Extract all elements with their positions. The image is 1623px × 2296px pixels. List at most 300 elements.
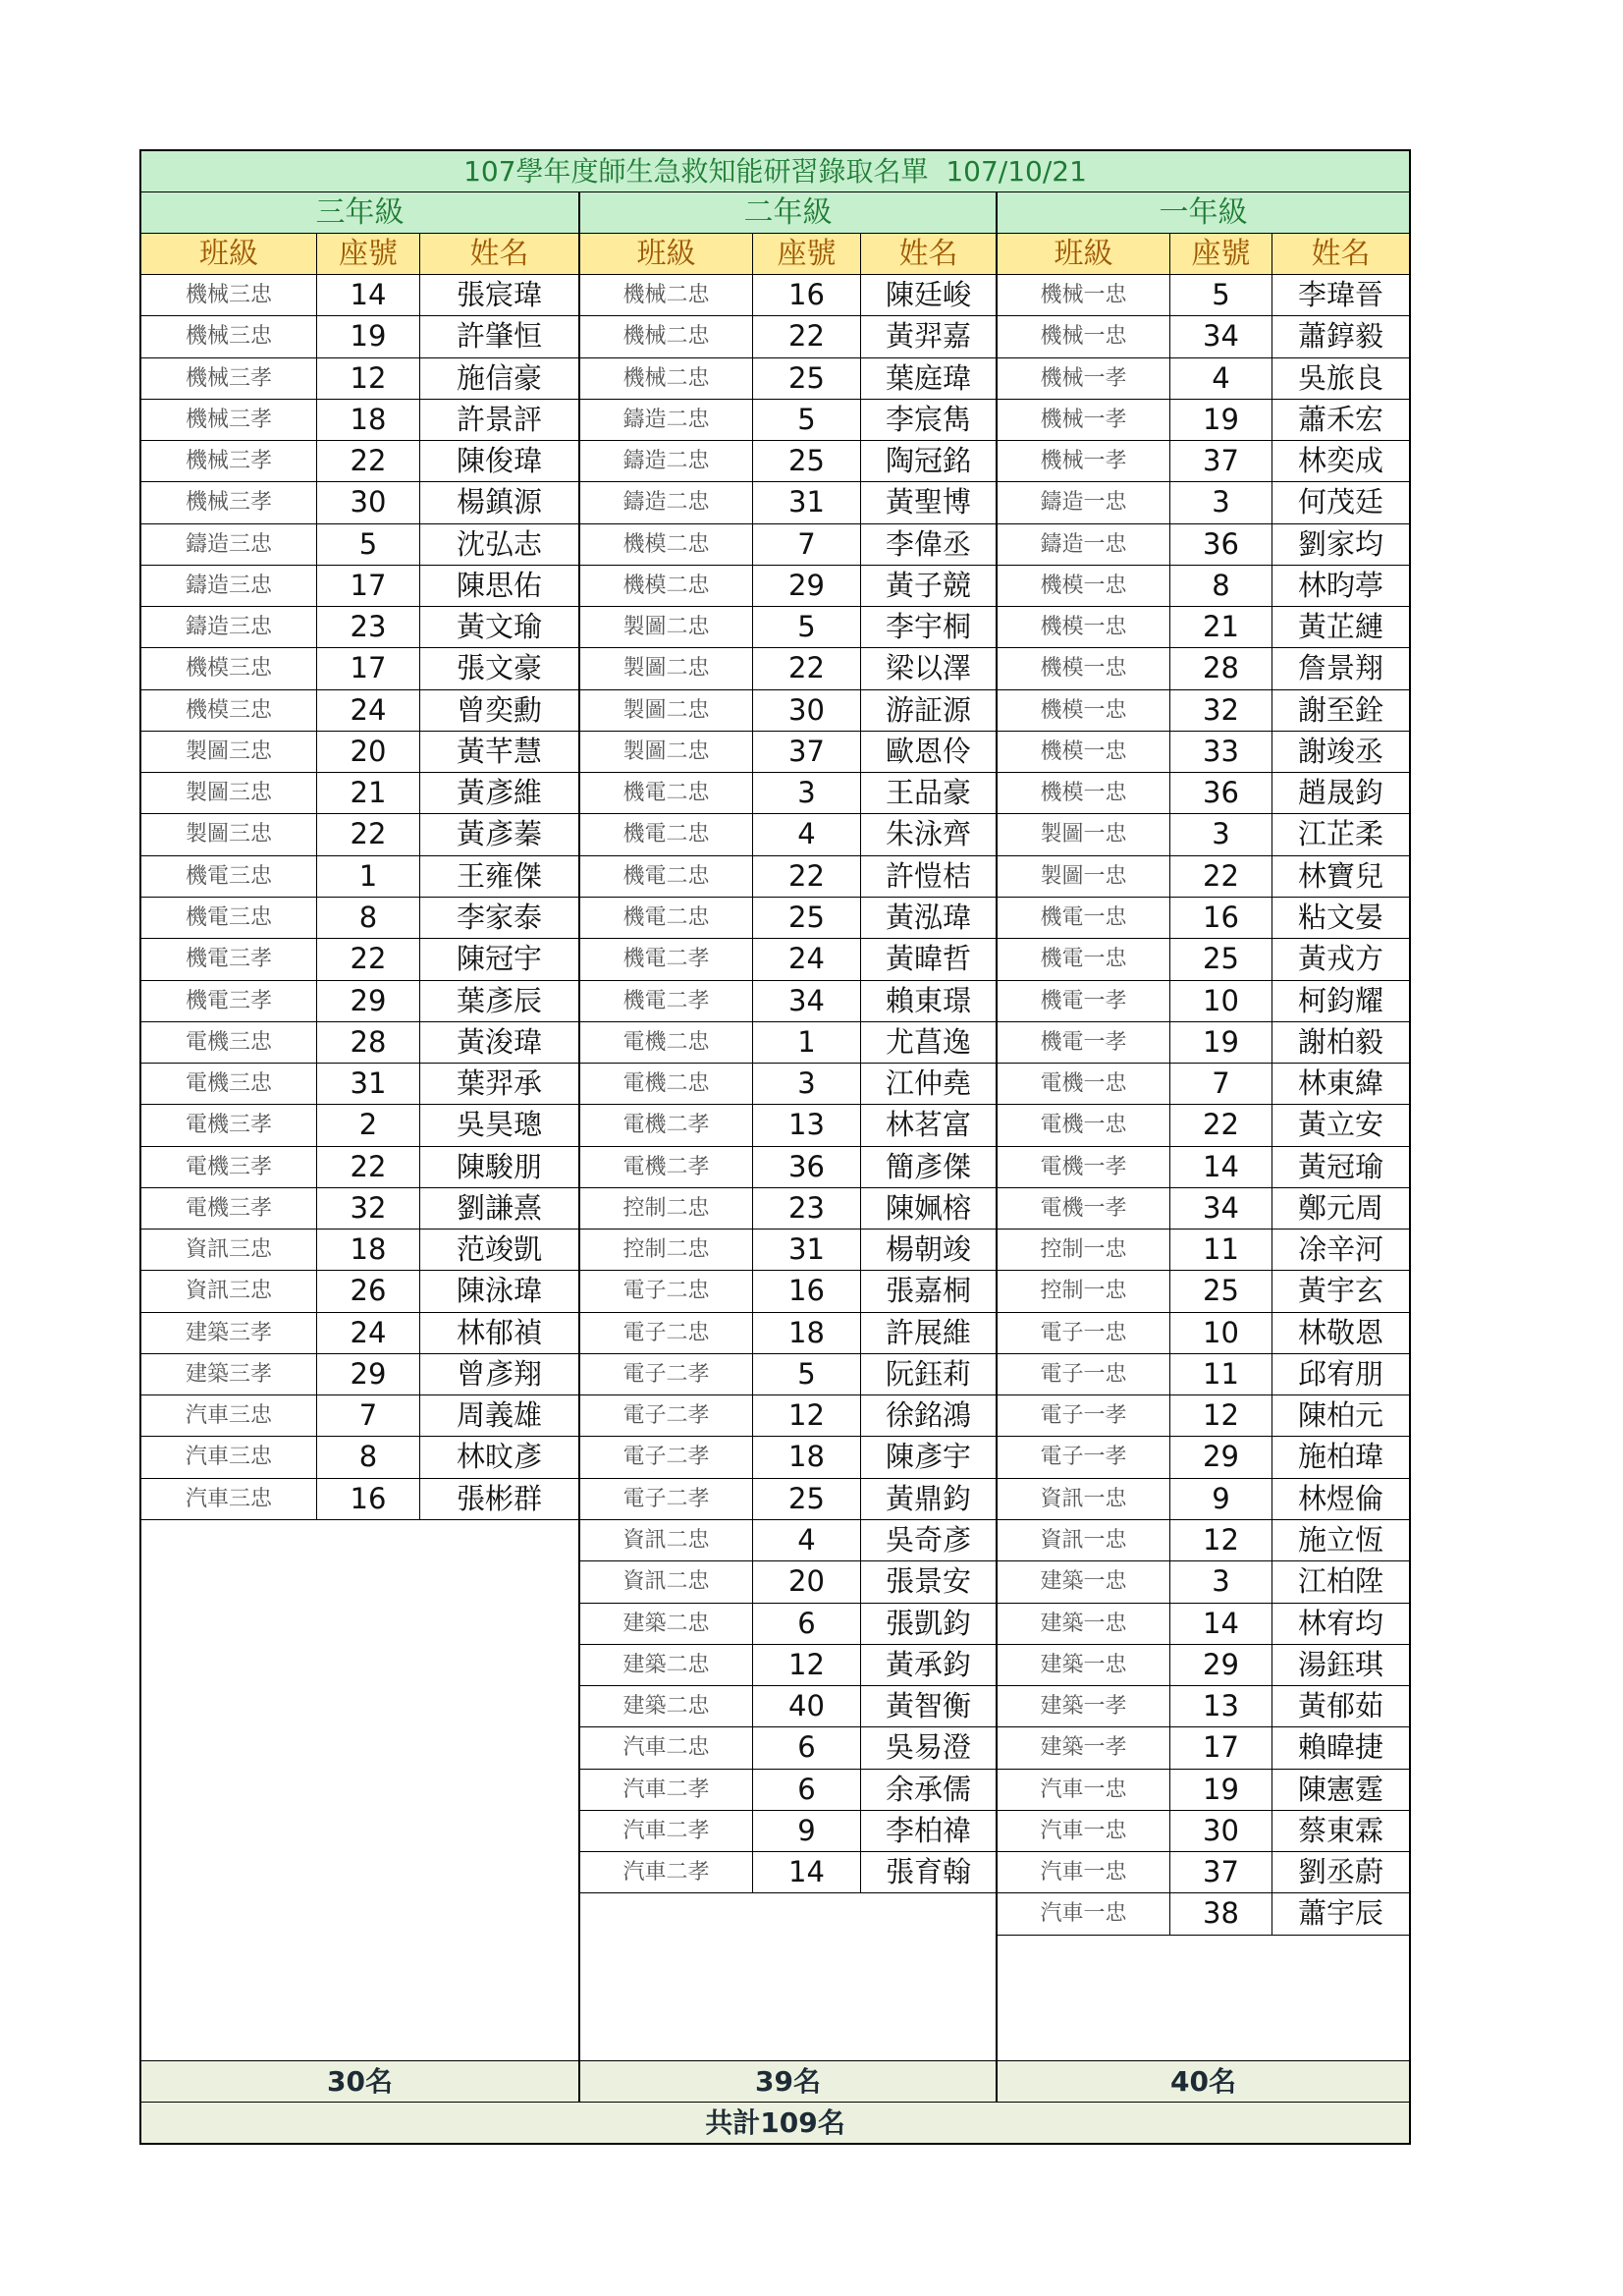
grade-block-second-year bbox=[580, 192, 998, 2102]
seat-cell: 22 bbox=[317, 1147, 420, 1187]
seat-cell: 23 bbox=[317, 607, 420, 647]
name-cell: 江芷柔 bbox=[1297, 817, 1383, 851]
table-row bbox=[141, 358, 578, 400]
class-cell: 電機三孝 bbox=[141, 1188, 317, 1229]
class-cell: 建築一忠 bbox=[998, 1561, 1170, 1602]
column-header-name: 姓名 bbox=[469, 237, 529, 271]
table-row bbox=[141, 607, 578, 648]
class-cell: 電子二孝 bbox=[580, 1395, 753, 1436]
enrollment-table bbox=[139, 149, 1411, 2145]
table-row bbox=[998, 1645, 1409, 1686]
seat-cell: 21 bbox=[317, 773, 420, 813]
column-header-name: 姓名 bbox=[898, 237, 958, 271]
name-cell: 湯鈺琪 bbox=[1297, 1647, 1383, 1681]
name-cell: 楊鎮源 bbox=[456, 485, 542, 519]
table-row bbox=[141, 1479, 578, 1520]
table-row bbox=[998, 1188, 1409, 1230]
table-row bbox=[580, 732, 996, 773]
table-row bbox=[580, 1105, 996, 1146]
table-row bbox=[580, 1686, 996, 1727]
name-cell: 施立恆 bbox=[1297, 1522, 1383, 1557]
seat-cell: 8 bbox=[317, 898, 420, 938]
name-cell: 謝至銓 bbox=[1297, 692, 1383, 727]
class-cell: 電子二忠 bbox=[580, 1271, 753, 1311]
class-cell: 電子一孝 bbox=[998, 1395, 1170, 1436]
seat-cell: 16 bbox=[753, 1271, 861, 1311]
class-cell: 電子一孝 bbox=[998, 1437, 1170, 1477]
name-cell: 劉家均 bbox=[1297, 526, 1383, 561]
class-cell: 建築一忠 bbox=[998, 1645, 1170, 1685]
class-cell: 機模一忠 bbox=[998, 607, 1170, 647]
class-cell: 機械三忠 bbox=[141, 275, 317, 315]
seat-cell: 34 bbox=[1170, 316, 1272, 356]
seat-cell: 12 bbox=[753, 1395, 861, 1436]
student-rows bbox=[141, 275, 578, 1520]
table-row bbox=[998, 1147, 1409, 1188]
seat-cell: 14 bbox=[1170, 1604, 1272, 1644]
name-cell: 黃郁茹 bbox=[1297, 1689, 1383, 1723]
seat-cell: 17 bbox=[317, 566, 420, 606]
class-cell: 控制二忠 bbox=[580, 1230, 753, 1270]
class-cell: 機電三忠 bbox=[141, 856, 317, 897]
seat-cell: 5 bbox=[1170, 275, 1272, 315]
seat-cell: 38 bbox=[1170, 1893, 1272, 1934]
name-cell: 詹景翔 bbox=[1297, 651, 1383, 685]
name-cell: 謝竣丞 bbox=[1297, 734, 1383, 768]
class-cell: 機電二忠 bbox=[580, 898, 753, 938]
class-cell: 資訊一忠 bbox=[998, 1520, 1170, 1560]
class-cell: 機電二忠 bbox=[580, 814, 753, 854]
name-cell: 張凱鈞 bbox=[885, 1606, 971, 1640]
table-row bbox=[141, 1354, 578, 1395]
table-row bbox=[998, 1520, 1409, 1561]
table-row bbox=[580, 316, 996, 357]
student-rows bbox=[580, 275, 996, 1893]
seat-cell: 28 bbox=[317, 1022, 420, 1063]
seat-cell: 30 bbox=[317, 482, 420, 522]
class-cell: 電子二忠 bbox=[580, 1313, 753, 1353]
table-row bbox=[141, 1395, 578, 1437]
name-cell: 林奕成 bbox=[1297, 444, 1383, 478]
name-cell: 陳姵榕 bbox=[885, 1190, 971, 1225]
table-row bbox=[580, 441, 996, 482]
table-row bbox=[580, 648, 996, 689]
table-row bbox=[580, 607, 996, 648]
name-cell: 黃子競 bbox=[885, 568, 971, 602]
name-cell: 劉謙熹 bbox=[456, 1190, 542, 1225]
seat-cell: 16 bbox=[317, 1479, 420, 1519]
seat-cell: 14 bbox=[1170, 1147, 1272, 1187]
seat-cell: 6 bbox=[753, 1727, 861, 1768]
class-cell: 鑄造二忠 bbox=[580, 482, 753, 522]
seat-cell: 3 bbox=[753, 773, 861, 813]
class-cell: 汽車三忠 bbox=[141, 1479, 317, 1519]
table-row bbox=[998, 607, 1409, 648]
class-cell: 機械二忠 bbox=[580, 358, 753, 399]
class-cell: 製圖二忠 bbox=[580, 648, 753, 688]
seat-cell: 5 bbox=[753, 1354, 861, 1394]
seat-cell: 17 bbox=[317, 648, 420, 688]
name-cell: 劉丞蔚 bbox=[1297, 1855, 1383, 1889]
name-cell: 楊朝竣 bbox=[885, 1232, 971, 1267]
grade-count: 39名 bbox=[580, 2060, 996, 2102]
class-cell: 製圖二忠 bbox=[580, 607, 753, 647]
seat-cell: 29 bbox=[317, 981, 420, 1021]
seat-cell: 24 bbox=[753, 939, 861, 979]
name-cell: 林旼彥 bbox=[456, 1440, 542, 1474]
name-cell: 凃辛河 bbox=[1297, 1232, 1383, 1267]
class-cell: 機模二忠 bbox=[580, 566, 753, 606]
class-cell: 機械一孝 bbox=[998, 441, 1170, 481]
column-header-seat: 座號 bbox=[317, 234, 420, 274]
name-cell: 蕭宇辰 bbox=[1297, 1896, 1383, 1931]
name-cell: 黃芷縺 bbox=[1297, 610, 1383, 644]
table-row bbox=[580, 690, 996, 732]
seat-cell: 19 bbox=[317, 316, 420, 356]
class-cell: 機械三孝 bbox=[141, 482, 317, 522]
seat-cell: 28 bbox=[1170, 648, 1272, 688]
seat-cell: 18 bbox=[317, 1230, 420, 1270]
name-cell: 張嘉桐 bbox=[885, 1274, 971, 1308]
column-header-row bbox=[141, 234, 578, 275]
seat-cell: 12 bbox=[1170, 1520, 1272, 1560]
table-row bbox=[998, 566, 1409, 607]
table-row bbox=[998, 275, 1409, 316]
seat-cell: 25 bbox=[753, 441, 861, 481]
class-cell: 製圖一忠 bbox=[998, 814, 1170, 854]
seat-cell: 9 bbox=[753, 1811, 861, 1851]
name-cell: 曾奕勳 bbox=[456, 692, 542, 727]
grade-header: 一年級 bbox=[998, 192, 1409, 234]
seat-cell: 37 bbox=[753, 732, 861, 772]
seat-cell: 12 bbox=[317, 358, 420, 399]
class-cell: 機電一忠 bbox=[998, 939, 1170, 979]
class-cell: 製圖三忠 bbox=[141, 773, 317, 813]
table-row bbox=[141, 566, 578, 607]
table-row bbox=[141, 1313, 578, 1354]
name-cell: 江仲堯 bbox=[885, 1066, 971, 1101]
class-cell: 汽車二孝 bbox=[580, 1852, 753, 1892]
class-cell: 機電一忠 bbox=[998, 898, 1170, 938]
class-cell: 鑄造三忠 bbox=[141, 524, 317, 565]
table-row bbox=[998, 441, 1409, 482]
seat-cell: 31 bbox=[753, 1230, 861, 1270]
class-cell: 電機二忠 bbox=[580, 1022, 753, 1063]
class-cell: 汽車三忠 bbox=[141, 1395, 317, 1436]
name-cell: 王雍傑 bbox=[456, 858, 542, 893]
table-row bbox=[580, 1852, 996, 1893]
table-row bbox=[998, 358, 1409, 400]
table-row bbox=[141, 275, 578, 316]
class-cell: 電子二孝 bbox=[580, 1354, 753, 1394]
seat-cell: 11 bbox=[1170, 1230, 1272, 1270]
class-cell: 建築三孝 bbox=[141, 1313, 317, 1353]
seat-cell: 21 bbox=[1170, 607, 1272, 647]
name-cell: 鄭元周 bbox=[1297, 1190, 1383, 1225]
table-row bbox=[580, 1437, 996, 1478]
seat-cell: 4 bbox=[753, 1520, 861, 1560]
class-cell: 製圖一忠 bbox=[998, 856, 1170, 897]
table-row bbox=[998, 773, 1409, 814]
name-cell: 黃立安 bbox=[1297, 1108, 1383, 1142]
name-cell: 許愷桔 bbox=[885, 858, 971, 893]
name-cell: 林東緯 bbox=[1297, 1066, 1383, 1101]
name-cell: 徐銘鴻 bbox=[885, 1398, 971, 1433]
table-row bbox=[998, 814, 1409, 855]
table-row bbox=[580, 566, 996, 607]
class-cell: 機模一忠 bbox=[998, 732, 1170, 772]
seat-cell: 10 bbox=[1170, 1313, 1272, 1353]
table-row bbox=[998, 732, 1409, 773]
table-row bbox=[580, 898, 996, 939]
name-cell: 林煜倫 bbox=[1297, 1481, 1383, 1515]
name-cell: 陳駿朋 bbox=[456, 1149, 542, 1183]
class-cell: 機械一忠 bbox=[998, 275, 1170, 315]
class-cell: 機械三孝 bbox=[141, 441, 317, 481]
seat-cell: 29 bbox=[1170, 1437, 1272, 1477]
table-row bbox=[580, 1230, 996, 1271]
seat-cell: 18 bbox=[753, 1437, 861, 1477]
seat-cell: 19 bbox=[1170, 400, 1272, 440]
name-cell: 黃承鈞 bbox=[885, 1647, 971, 1681]
table-row bbox=[580, 1727, 996, 1769]
table-row bbox=[998, 1852, 1409, 1893]
seat-cell: 16 bbox=[753, 275, 861, 315]
seat-cell: 12 bbox=[1170, 1395, 1272, 1436]
name-cell: 邱宥朋 bbox=[1297, 1356, 1383, 1391]
table-row bbox=[998, 1354, 1409, 1395]
class-cell: 電機一孝 bbox=[998, 1147, 1170, 1187]
table-row bbox=[998, 1271, 1409, 1312]
grade-block-third-year bbox=[141, 192, 580, 2102]
class-cell: 機電二孝 bbox=[580, 981, 753, 1021]
name-cell: 游証源 bbox=[885, 692, 971, 727]
name-cell: 蕭禾宏 bbox=[1297, 402, 1383, 436]
table-row bbox=[141, 400, 578, 441]
seat-cell: 25 bbox=[1170, 939, 1272, 979]
seat-cell: 19 bbox=[1170, 1022, 1272, 1063]
seat-cell: 34 bbox=[1170, 1188, 1272, 1229]
table-row bbox=[141, 648, 578, 689]
table-row bbox=[580, 981, 996, 1022]
class-cell: 控制一忠 bbox=[998, 1271, 1170, 1311]
name-cell: 沈弘志 bbox=[456, 526, 542, 561]
seat-cell: 3 bbox=[1170, 482, 1272, 522]
seat-cell: 1 bbox=[317, 856, 420, 897]
empty-area bbox=[141, 1520, 578, 2060]
class-cell: 機械一忠 bbox=[998, 316, 1170, 356]
class-cell: 機模三忠 bbox=[141, 690, 317, 731]
name-cell: 黃戎方 bbox=[1297, 942, 1383, 976]
class-cell: 機模一忠 bbox=[998, 690, 1170, 731]
name-cell: 黃冠瑜 bbox=[1297, 1149, 1383, 1183]
seat-cell: 7 bbox=[753, 524, 861, 565]
table-row bbox=[580, 1271, 996, 1312]
name-cell: 范竣凱 bbox=[456, 1232, 542, 1267]
seat-cell: 40 bbox=[753, 1686, 861, 1726]
seat-cell: 34 bbox=[753, 981, 861, 1021]
name-cell: 許肇恒 bbox=[456, 319, 542, 354]
name-cell: 張育翰 bbox=[885, 1855, 971, 1889]
class-cell: 鑄造二忠 bbox=[580, 400, 753, 440]
seat-cell: 36 bbox=[1170, 773, 1272, 813]
name-cell: 謝柏毅 bbox=[1297, 1024, 1383, 1059]
name-cell: 歐恩伶 bbox=[885, 734, 971, 768]
class-cell: 資訊一忠 bbox=[998, 1479, 1170, 1519]
table-row bbox=[998, 1105, 1409, 1146]
name-cell: 林郁禎 bbox=[456, 1315, 542, 1349]
class-cell: 控制一忠 bbox=[998, 1230, 1170, 1270]
seat-cell: 16 bbox=[1170, 898, 1272, 938]
class-cell: 機模三忠 bbox=[141, 648, 317, 688]
table-row bbox=[580, 524, 996, 566]
class-cell: 建築二忠 bbox=[580, 1604, 753, 1644]
seat-cell: 22 bbox=[1170, 1105, 1272, 1145]
name-cell: 張彬群 bbox=[456, 1481, 542, 1515]
table-row bbox=[141, 981, 578, 1022]
name-cell: 黃聖博 bbox=[885, 485, 971, 519]
class-cell: 機械二忠 bbox=[580, 275, 753, 315]
seat-cell: 14 bbox=[753, 1852, 861, 1892]
column-header-class: 班級 bbox=[580, 234, 753, 274]
class-cell: 機電三忠 bbox=[141, 898, 317, 938]
name-cell: 李柏禕 bbox=[885, 1813, 971, 1847]
table-row bbox=[998, 524, 1409, 566]
seat-cell: 4 bbox=[753, 814, 861, 854]
grade-count: 40名 bbox=[998, 2060, 1409, 2102]
name-cell: 陳彥宇 bbox=[885, 1440, 971, 1474]
table-row bbox=[141, 856, 578, 898]
table-row bbox=[580, 400, 996, 441]
class-cell: 建築二忠 bbox=[580, 1686, 753, 1726]
seat-cell: 29 bbox=[1170, 1645, 1272, 1685]
table-row bbox=[998, 1022, 1409, 1064]
name-cell: 林宥均 bbox=[1297, 1606, 1383, 1640]
table-row bbox=[998, 898, 1409, 939]
name-cell: 吳昊璁 bbox=[456, 1108, 542, 1142]
class-cell: 電機三孝 bbox=[141, 1147, 317, 1187]
class-cell: 機械一孝 bbox=[998, 358, 1170, 399]
table-row bbox=[998, 1686, 1409, 1727]
seat-cell: 8 bbox=[1170, 566, 1272, 606]
name-cell: 王品豪 bbox=[885, 776, 971, 810]
class-cell: 汽車一忠 bbox=[998, 1893, 1170, 1934]
name-cell: 黃羿嘉 bbox=[885, 319, 971, 354]
name-cell: 陳廷峻 bbox=[885, 278, 971, 311]
table-row bbox=[141, 898, 578, 939]
table-row bbox=[998, 1479, 1409, 1520]
table-row bbox=[580, 358, 996, 400]
seat-cell: 31 bbox=[753, 482, 861, 522]
seat-cell: 33 bbox=[1170, 732, 1272, 772]
seat-cell: 2 bbox=[317, 1105, 420, 1145]
seat-cell: 25 bbox=[753, 358, 861, 399]
grade-columns bbox=[141, 192, 1409, 2102]
seat-cell: 17 bbox=[1170, 1727, 1272, 1768]
seat-cell: 6 bbox=[753, 1604, 861, 1644]
name-cell: 李宇桐 bbox=[885, 610, 971, 644]
table-row bbox=[998, 1561, 1409, 1603]
class-cell: 電子一忠 bbox=[998, 1313, 1170, 1353]
seat-cell: 6 bbox=[753, 1770, 861, 1810]
seat-cell: 5 bbox=[753, 400, 861, 440]
table-row bbox=[998, 482, 1409, 523]
name-cell: 李家泰 bbox=[456, 900, 542, 934]
table-row bbox=[141, 690, 578, 732]
name-cell: 李瑋晉 bbox=[1297, 278, 1383, 311]
table-row bbox=[141, 1147, 578, 1188]
name-cell: 黃宇玄 bbox=[1297, 1274, 1383, 1308]
name-cell: 周義雄 bbox=[456, 1398, 542, 1433]
table-row bbox=[998, 1230, 1409, 1271]
table-row bbox=[141, 482, 578, 523]
seat-cell: 9 bbox=[1170, 1479, 1272, 1519]
class-cell: 電機二忠 bbox=[580, 1064, 753, 1104]
name-cell: 陶冠銘 bbox=[885, 444, 971, 478]
name-cell: 黃智衡 bbox=[885, 1689, 971, 1723]
seat-cell: 29 bbox=[317, 1354, 420, 1394]
name-cell: 余承儒 bbox=[885, 1772, 971, 1806]
seat-cell: 22 bbox=[317, 441, 420, 481]
table-row bbox=[141, 1230, 578, 1271]
name-cell: 蕭錞毅 bbox=[1297, 319, 1383, 354]
table-row bbox=[998, 1811, 1409, 1852]
table-row bbox=[580, 1395, 996, 1437]
seat-cell: 24 bbox=[317, 1313, 420, 1353]
name-cell: 朱泳齊 bbox=[885, 817, 971, 851]
class-cell: 建築一孝 bbox=[998, 1727, 1170, 1768]
name-cell: 張景安 bbox=[885, 1564, 971, 1599]
table-row bbox=[141, 524, 578, 566]
grade-header: 三年級 bbox=[141, 192, 578, 234]
seat-cell: 22 bbox=[1170, 856, 1272, 897]
name-cell: 陳柏元 bbox=[1297, 1398, 1383, 1433]
seat-cell: 22 bbox=[317, 814, 420, 854]
class-cell: 電子一忠 bbox=[998, 1354, 1170, 1394]
seat-cell: 23 bbox=[753, 1188, 861, 1229]
table-row bbox=[141, 1105, 578, 1146]
name-cell: 林昀葶 bbox=[1297, 568, 1383, 602]
name-cell: 江柏陞 bbox=[1297, 1564, 1383, 1599]
seat-cell: 36 bbox=[753, 1147, 861, 1187]
name-cell: 許景評 bbox=[456, 402, 542, 436]
table-row bbox=[998, 856, 1409, 898]
class-cell: 電機一忠 bbox=[998, 1105, 1170, 1145]
grade-block-first-year bbox=[998, 192, 1409, 2102]
name-cell: 黃彥維 bbox=[456, 776, 542, 810]
class-cell: 電機二孝 bbox=[580, 1147, 753, 1187]
seat-cell: 12 bbox=[753, 1645, 861, 1685]
seat-cell: 37 bbox=[1170, 441, 1272, 481]
grade-header: 二年級 bbox=[580, 192, 996, 234]
table-row bbox=[141, 1437, 578, 1478]
name-cell: 趙晟鈞 bbox=[1297, 776, 1383, 810]
class-cell: 鑄造一忠 bbox=[998, 524, 1170, 565]
name-cell: 賴暐捷 bbox=[1297, 1730, 1383, 1765]
class-cell: 資訊二忠 bbox=[580, 1561, 753, 1602]
seat-cell: 3 bbox=[1170, 814, 1272, 854]
seat-cell: 32 bbox=[317, 1188, 420, 1229]
table-row bbox=[141, 1271, 578, 1312]
class-cell: 電機三孝 bbox=[141, 1105, 317, 1145]
table-row bbox=[580, 482, 996, 523]
name-cell: 吳易澄 bbox=[885, 1730, 971, 1765]
column-header-class: 班級 bbox=[998, 234, 1170, 274]
seat-cell: 4 bbox=[1170, 358, 1272, 399]
class-cell: 建築一忠 bbox=[998, 1604, 1170, 1644]
class-cell: 鑄造三忠 bbox=[141, 607, 317, 647]
name-cell: 施柏瑋 bbox=[1297, 1440, 1383, 1474]
